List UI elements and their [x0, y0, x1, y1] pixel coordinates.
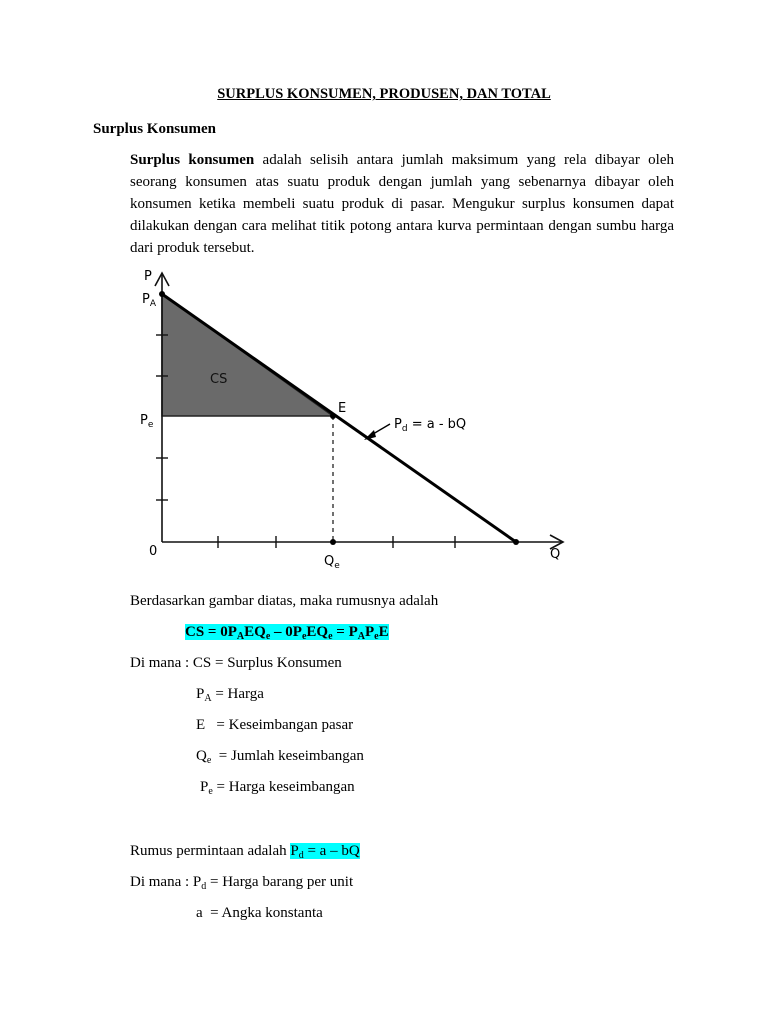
- definition-pa: $P_A$ = Harga: [196, 686, 264, 704]
- demand-label: $P_d = a$ - bQ: [394, 417, 467, 434]
- definition-qe: $Q_e$ = Jumlah keseimbangan: [196, 748, 364, 766]
- y-axis-label: P: [144, 269, 152, 284]
- q-intercept-point: [513, 539, 519, 545]
- demand-formula: Rumus permintaan adalah $P_d = a$ – bQ: [130, 843, 360, 861]
- cs-formula: CS = $0P_AEQ_e - 0P_eEQ_e = P_AP_eE$: [185, 624, 389, 642]
- intro-term: Surplus konsumen: [130, 152, 255, 168]
- pe-label: $P_e$: [140, 413, 154, 430]
- definition-e: E = Keseimbangan pasar: [196, 717, 354, 733]
- pa-label: $P_A$: [142, 292, 157, 309]
- qe-point: [330, 539, 336, 545]
- definition-a: a = Angka konstanta: [196, 905, 323, 921]
- consumer-surplus-graph: [128, 256, 580, 578]
- origin-label: 0: [149, 544, 158, 559]
- qe-label: $Q_e$: [324, 554, 340, 571]
- cs-label: CS: [210, 372, 228, 387]
- intro-text: adalah selisih antara jumlah maksimum yang rela dibayar oleh seorang konsumen atas suatu produk dengan jumlah yang sebenarnya dibayar oleh konsumen ketika membeli suatu produk di pasar. Mengukur surplus konsumen dapat dilakukan dengan cara melihat titik potong antara kurva permintaan dengan sumbu harga dari produk tersebut.: [130, 152, 674, 256]
- definition-pd: Di mana : $P_d$ = Harga barang per unit: [130, 874, 354, 892]
- definition-pe: $P_e$ = Harga keseimbangan: [200, 779, 355, 797]
- equilibrium-point: [330, 413, 336, 419]
- page-title: SURPLUS KONSUMEN, PRODUSEN, DAN TOTAL: [217, 86, 551, 102]
- intro-paragraph: [130, 149, 674, 259]
- section-heading: Surplus Konsumen: [93, 121, 216, 137]
- formula-intro: Berdasarkan gambar diatas, maka rumusnya adalah: [130, 593, 439, 609]
- definition-cs: Di mana : CS = Surplus Konsumen: [130, 655, 342, 671]
- e-label: E: [338, 401, 347, 416]
- x-axis-label: Q: [550, 547, 561, 562]
- pa-point: [159, 291, 165, 297]
